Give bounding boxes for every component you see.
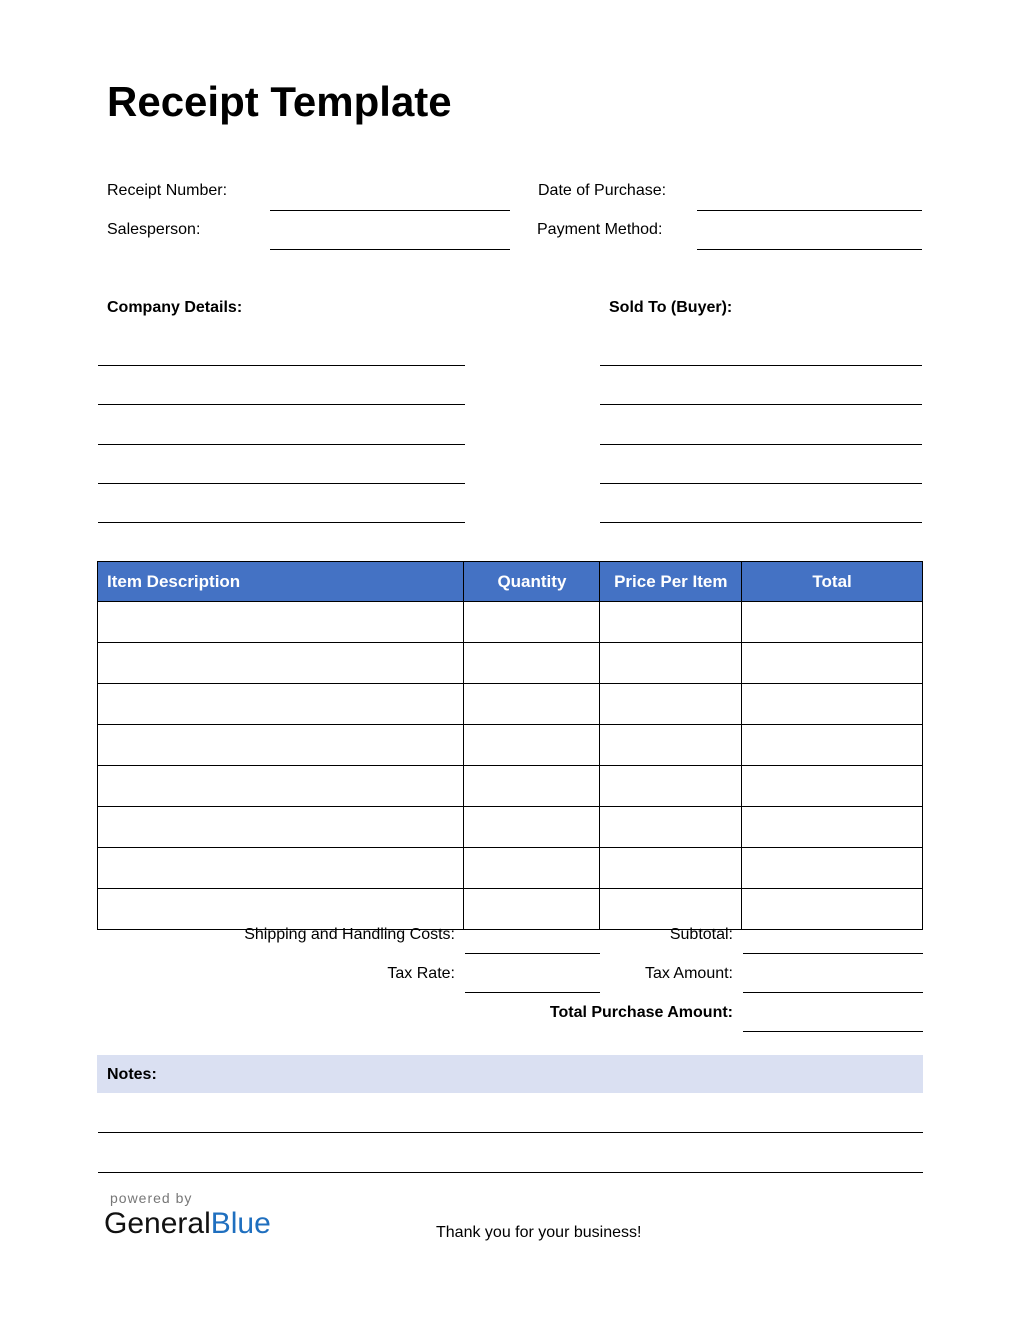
table-row	[98, 643, 923, 684]
quantity-cell[interactable]	[464, 602, 600, 643]
brand-blue: Blue	[210, 1207, 271, 1240]
subtotal-field[interactable]	[743, 953, 923, 954]
price-cell[interactable]	[600, 766, 742, 807]
item-description-cell[interactable]	[98, 889, 464, 930]
subtotal-label: Subtotal:	[669, 926, 733, 943]
price-cell[interactable]	[600, 889, 742, 930]
company-line-5[interactable]	[98, 522, 465, 523]
column-header-quantity: Quantity	[464, 562, 600, 602]
salesperson-label: Salesperson:	[107, 221, 201, 238]
price-cell[interactable]	[600, 602, 742, 643]
quantity-cell[interactable]	[464, 848, 600, 889]
buyer-line-3[interactable]	[600, 444, 922, 445]
table-row	[98, 848, 923, 889]
column-header-item-description: Item Description	[98, 562, 464, 602]
total-purchase-label: Total Purchase Amount:	[549, 1004, 733, 1021]
company-details-heading: Company Details:	[107, 299, 243, 316]
quantity-cell[interactable]	[464, 684, 600, 725]
tax-amount-label: Tax Amount:	[644, 965, 733, 982]
table-row	[98, 725, 923, 766]
price-cell[interactable]	[600, 684, 742, 725]
receipt-number-label: Receipt Number:	[107, 182, 228, 199]
payment-method-field[interactable]	[697, 249, 922, 250]
generalblue-logo	[104, 1207, 271, 1241]
tax-rate-label: Tax Rate:	[387, 965, 455, 982]
company-line-3[interactable]	[98, 444, 465, 445]
price-cell[interactable]	[600, 725, 742, 766]
price-cell[interactable]	[600, 807, 742, 848]
receipt-number-field[interactable]	[270, 210, 510, 211]
price-cell[interactable]	[600, 848, 742, 889]
item-description-cell[interactable]	[98, 602, 464, 643]
tax-amount-field[interactable]	[743, 992, 923, 993]
total-cell[interactable]	[742, 848, 923, 889]
table-row	[98, 807, 923, 848]
item-description-cell[interactable]	[98, 807, 464, 848]
total-cell[interactable]	[742, 643, 923, 684]
buyer-line-2[interactable]	[600, 404, 922, 405]
item-description-cell[interactable]	[98, 848, 464, 889]
notes-line-2[interactable]	[98, 1172, 923, 1173]
column-header-price-per-item: Price Per Item	[600, 562, 742, 602]
thank-you-text: Thank you for your business!	[436, 1224, 642, 1241]
page-title: Receipt Template	[107, 78, 452, 125]
salesperson-field[interactable]	[270, 249, 510, 250]
notes-label: Notes:	[107, 1066, 157, 1083]
item-description-cell[interactable]	[98, 725, 464, 766]
table-row	[98, 602, 923, 643]
table-row	[98, 766, 923, 807]
buyer-line-4[interactable]	[600, 483, 922, 484]
powered-by-text: powered by	[110, 1190, 193, 1206]
table-header-row	[98, 562, 923, 602]
tax-rate-field[interactable]	[465, 992, 600, 993]
brand-general: General	[104, 1207, 211, 1240]
quantity-cell[interactable]	[464, 807, 600, 848]
shipping-field[interactable]	[465, 953, 600, 954]
total-cell[interactable]	[742, 684, 923, 725]
table-row	[98, 684, 923, 725]
company-line-2[interactable]	[98, 404, 465, 405]
notes-bar	[97, 1055, 923, 1093]
quantity-cell[interactable]	[464, 725, 600, 766]
column-header-total: Total	[742, 562, 923, 602]
notes-line-1[interactable]	[98, 1132, 923, 1133]
table-row	[98, 889, 923, 930]
total-cell[interactable]	[742, 889, 923, 930]
item-description-cell[interactable]	[98, 684, 464, 725]
items-table	[97, 561, 923, 930]
buyer-line-5[interactable]	[600, 522, 922, 523]
total-cell[interactable]	[742, 602, 923, 643]
quantity-cell[interactable]	[464, 766, 600, 807]
sold-to-heading: Sold To (Buyer):	[609, 299, 733, 316]
total-purchase-field[interactable]	[743, 1031, 923, 1032]
total-cell[interactable]	[742, 807, 923, 848]
shipping-label: Shipping and Handling Costs:	[244, 926, 455, 943]
price-cell[interactable]	[600, 643, 742, 684]
date-of-purchase-label: Date of Purchase:	[538, 182, 667, 199]
total-cell[interactable]	[742, 766, 923, 807]
quantity-cell[interactable]	[464, 643, 600, 684]
item-description-cell[interactable]	[98, 766, 464, 807]
company-line-1[interactable]	[98, 365, 465, 366]
quantity-cell[interactable]	[464, 889, 600, 930]
date-of-purchase-field[interactable]	[697, 210, 922, 211]
company-line-4[interactable]	[98, 483, 465, 484]
total-cell[interactable]	[742, 725, 923, 766]
buyer-line-1[interactable]	[600, 365, 922, 366]
payment-method-label: Payment Method:	[537, 221, 663, 238]
item-description-cell[interactable]	[98, 643, 464, 684]
